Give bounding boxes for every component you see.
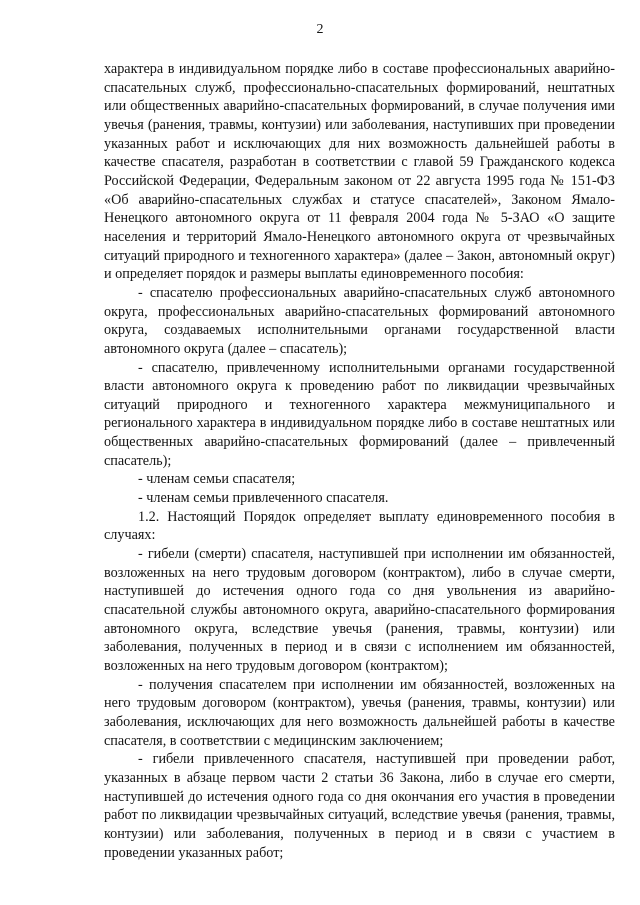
list-item-death-case: - гибели (смерти) спасателя, наступившей при исполнении им обязанностей, возложенных на него трудовым договором (контрактом), либо в случае смерти, наступившей до истечения одного года со дня увольнения из аварийно-спасательной службы автономного округа, аварийно-спасательного формирования автономного округа, вследствие увечья (ранения, травмы, контузии) или заболевания, полученных в период и в связи с исполнением им обязанностей, возложенных на него трудовым договором (контрактом); <box>104 546 615 674</box>
list-item-involved-death-case: - гибели привлеченного спасателя, наступившей при проведении работ, указанных в абзаце первом части 2 статьи 36 Закона, либо в случае его смерти, наступившей до истечения одного года со дня окончания его участия в проведении работ по ликвидации чрезвычайных ситуаций, вследствие увечья (ранения, травмы, контузии) или заболевания, полученных в период и в связи с участием в проведении указанных работ; <box>104 751 615 861</box>
list-item-rescuer: - спасателю профессиональных аварийно-спасательных служб автономного округа, профессиональных аварийно-спасательных формирований автономного округа, создаваемых исполнительными органами государственной власти автономного округа (далее – спасатель); <box>104 284 615 357</box>
document-body <box>104 60 615 862</box>
section-1-2-heading: 1.2. Настоящий Порядок определяет выплату единовременного пособия в случаях: <box>104 508 615 544</box>
list-item-involved-rescuer-family: - членам семьи привлеченного спасателя. <box>138 490 389 507</box>
list-item-rescuer-family: - членам семьи спасателя; <box>138 471 296 488</box>
paragraph-intro-continuation: характера в индивидуальном порядке либо в составе профессиональных аварийно-спасательных служб, профессионально-спасательных формирований, нештатных или общественных аварийно-спасательных формирований, в случае получения ими увечья (ранения, травмы, контузии) или заболевания, наступивших при проведении указанных работ и исключающих для них возможность дальнейшей работы в качестве спасателя, разработан в соответствии с главой 59 Гражданского кодекса Российской Федерации, Федеральным законом от 22 августа 1995 года № 151-ФЗ «Об аварийно-спасательных службах и статусе спасателей», Законом Ямало-Ненецкого автономного округа от 11 февраля 2004 года № 5-ЗАО «О защите населения и территорий Ямало-Ненецкого автономного округа от чрезвычайных ситуаций природного и техногенного характера» (далее – Закон, автономный округ) и определяет порядок и размеры выплаты единовременного пособия: <box>104 61 615 283</box>
list-item-involved-rescuer: - спасателю, привлеченному исполнительными органами государственной власти автономного округа к проведению работ по ликвидации чрезвычайных ситуаций природного и техногенного характера межмуниципального и регионального характера в индивидуальном порядке либо в составе нештатных или общественных аварийно-спасательных формирований (далее – привлеченный спасатель); <box>104 359 615 469</box>
page-number: 2 <box>316 22 324 37</box>
list-item-injury-case: - получения спасателем при исполнении им обязанностей, возложенных на него трудовым договором (контрактом), увечья (ранения, травмы, контузии) или заболевания, исключающих для него возможность дальнейшей работы в качестве спасателя, в соответствии с медицинским заключением; <box>104 676 615 749</box>
